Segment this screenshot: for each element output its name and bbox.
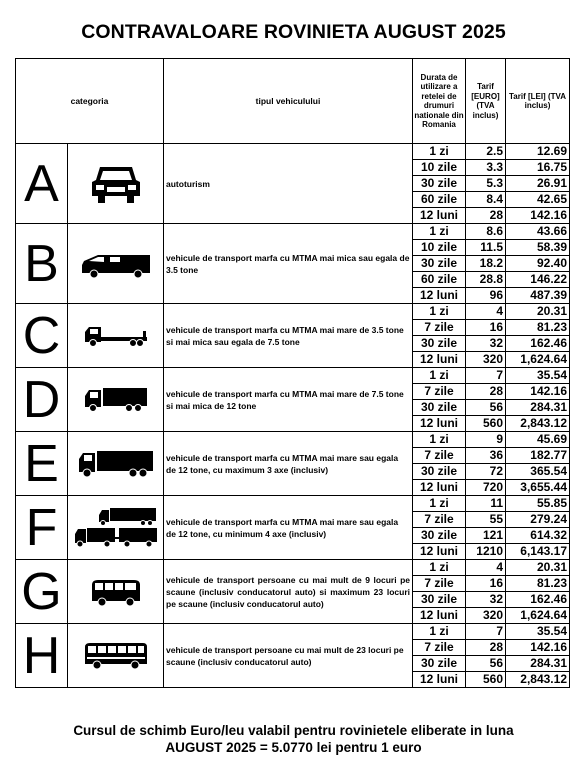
duration-cell: 30 zile — [413, 336, 466, 352]
duration-cell: 12 luni — [413, 288, 466, 304]
header-row — [16, 59, 570, 144]
vehicle-description: vehicule de transport persoane cu mai mult de 23 locuri pe scaune (inclusiv conducatorul auto) — [164, 624, 413, 688]
tarif-lei-cell: 142.16 — [506, 384, 570, 400]
table-row — [16, 144, 570, 160]
duration-cell: 12 luni — [413, 352, 466, 368]
tarif-euro-cell: 320 — [466, 608, 506, 624]
tarif-euro-cell: 7 — [466, 624, 506, 640]
category-letter: C — [16, 304, 68, 368]
tarif-euro-cell: 720 — [466, 480, 506, 496]
tarif-lei-cell: 92.40 — [506, 256, 570, 272]
van-icon — [68, 224, 164, 304]
tarif-lei-cell: 142.16 — [506, 208, 570, 224]
duration-cell: 10 zile — [413, 160, 466, 176]
duration-cell: 1 zi — [413, 224, 466, 240]
vehicle-description: vehicule de transport marfa cu MTMA mai mare sau egala de 12 tone, cu minimum 4 axe (inclusiv) — [164, 496, 413, 560]
duration-cell: 30 zile — [413, 176, 466, 192]
tarif-euro-cell: 9 — [466, 432, 506, 448]
category-letter: F — [16, 496, 68, 560]
duration-cell: 7 zile — [413, 576, 466, 592]
tarif-lei-cell: 2,843.12 — [506, 672, 570, 688]
duration-cell: 1 zi — [413, 368, 466, 384]
tarif-lei-cell: 279.24 — [506, 512, 570, 528]
header-categoria: categoria — [16, 59, 164, 144]
duration-cell: 30 zile — [413, 656, 466, 672]
tarif-euro-cell: 11 — [466, 496, 506, 512]
vehicle-description: vehicule de transport persoane cu mai mult de 9 locuri pe scaune (inclusiv conducatorul auto) si maximum 23 locuri pe scaune (inclusiv conducatorul auto) — [164, 560, 413, 624]
header-tipul-vehiculului: tipul vehiculului — [164, 59, 413, 144]
tarif-euro-cell: 32 — [466, 336, 506, 352]
truck-trailer-icon — [68, 496, 164, 560]
tarif-euro-cell: 560 — [466, 672, 506, 688]
duration-cell: 1 zi — [413, 144, 466, 160]
duration-cell: 7 zile — [413, 640, 466, 656]
tarif-euro-cell: 28.8 — [466, 272, 506, 288]
bus-icon — [68, 624, 164, 688]
table-row — [16, 368, 570, 384]
tarif-lei-cell: 42.65 — [506, 192, 570, 208]
tarif-euro-cell: 11.5 — [466, 240, 506, 256]
header-tarif-lei: Tarif [LEI] (TVA inclus) — [506, 59, 570, 144]
tarif-euro-cell: 3.3 — [466, 160, 506, 176]
category-letter: B — [16, 224, 68, 304]
table-row — [16, 560, 570, 576]
duration-cell: 30 zile — [413, 400, 466, 416]
tarif-lei-cell: 487.39 — [506, 288, 570, 304]
duration-cell: 12 luni — [413, 416, 466, 432]
duration-cell: 1 zi — [413, 560, 466, 576]
tarif-lei-cell: 2,843.12 — [506, 416, 570, 432]
category-letter: A — [16, 144, 68, 224]
vehicle-description: vehicule de transport marfa cu MTMA mai mare de 3.5 tone si mai mica sau egala de 7.5 tone — [164, 304, 413, 368]
vehicle-description: vehicule de transport marfa cu MTMA mai mare sau egala de 12 tone, cu maximum 3 axe (inclusiv) — [164, 432, 413, 496]
tarif-lei-cell: 12.69 — [506, 144, 570, 160]
tarif-lei-cell: 35.54 — [506, 368, 570, 384]
tarif-lei-cell: 1,624.64 — [506, 608, 570, 624]
rates-table — [15, 58, 570, 688]
tarif-euro-cell: 4 — [466, 560, 506, 576]
duration-cell: 1 zi — [413, 624, 466, 640]
duration-cell: 7 zile — [413, 384, 466, 400]
header-durata: Durata de utilizare a retelei de drumuri nationale din Romania — [413, 59, 466, 144]
tarif-lei-cell: 284.31 — [506, 656, 570, 672]
duration-cell: 12 luni — [413, 480, 466, 496]
duration-cell: 10 zile — [413, 240, 466, 256]
tarif-lei-cell: 3,655.44 — [506, 480, 570, 496]
truck-icon — [68, 368, 164, 432]
category-letter: E — [16, 432, 68, 496]
tarif-euro-cell: 560 — [466, 416, 506, 432]
table-row — [16, 496, 570, 512]
tarif-lei-cell: 614.32 — [506, 528, 570, 544]
tarif-lei-cell: 6,143.17 — [506, 544, 570, 560]
tarif-lei-cell: 26.91 — [506, 176, 570, 192]
vehicle-description: autoturism — [164, 144, 413, 224]
tarif-euro-cell: 8.4 — [466, 192, 506, 208]
tarif-euro-cell: 28 — [466, 384, 506, 400]
vehicle-description: vehicule de transport marfa cu MTMA mai mare de 7.5 tone si mai mica de 12 tone — [164, 368, 413, 432]
tarif-euro-cell: 121 — [466, 528, 506, 544]
tarif-euro-cell: 28 — [466, 640, 506, 656]
tarif-lei-cell: 162.46 — [506, 336, 570, 352]
exchange-rate-note — [0, 722, 587, 756]
heavy-truck-icon — [68, 432, 164, 496]
duration-cell: 12 luni — [413, 672, 466, 688]
tarif-euro-cell: 55 — [466, 512, 506, 528]
duration-cell: 30 zile — [413, 256, 466, 272]
tarif-euro-cell: 320 — [466, 352, 506, 368]
duration-cell: 60 zile — [413, 272, 466, 288]
tarif-euro-cell: 56 — [466, 400, 506, 416]
table-row — [16, 432, 570, 448]
tarif-lei-cell: 162.46 — [506, 592, 570, 608]
table-row — [16, 224, 570, 240]
tarif-euro-cell: 16 — [466, 320, 506, 336]
tarif-euro-cell: 4 — [466, 304, 506, 320]
tarif-euro-cell: 56 — [466, 656, 506, 672]
category-letter: D — [16, 368, 68, 432]
table-row — [16, 304, 570, 320]
duration-cell: 30 zile — [413, 592, 466, 608]
tarif-lei-cell: 81.23 — [506, 320, 570, 336]
tarif-lei-cell: 43.66 — [506, 224, 570, 240]
exchange-rate-line1: Cursul de schimb Euro/leu valabil pentru rovinietele eliberate in luna — [73, 723, 514, 738]
minibus-icon — [68, 560, 164, 624]
tarif-lei-cell: 142.16 — [506, 640, 570, 656]
duration-cell: 12 luni — [413, 544, 466, 560]
tarif-euro-cell: 1210 — [466, 544, 506, 560]
page-title: CONTRAVALOARE ROVINIETA AUGUST 2025 — [81, 21, 506, 43]
duration-cell: 7 zile — [413, 512, 466, 528]
tarif-lei-cell: 1,624.64 — [506, 352, 570, 368]
tarif-euro-cell: 28 — [466, 208, 506, 224]
tarif-euro-cell: 8.6 — [466, 224, 506, 240]
duration-cell: 60 zile — [413, 192, 466, 208]
duration-cell: 1 zi — [413, 496, 466, 512]
header-tarif-euro: Tarif [EURO] (TVA inclus) — [466, 59, 506, 144]
tarif-euro-cell: 2.5 — [466, 144, 506, 160]
tarif-lei-cell: 58.39 — [506, 240, 570, 256]
exchange-rate-line2: AUGUST 2025 = 5.0770 lei pentru 1 euro — [165, 740, 422, 755]
tarif-lei-cell: 45.69 — [506, 432, 570, 448]
duration-cell: 7 zile — [413, 448, 466, 464]
tarif-lei-cell: 20.31 — [506, 304, 570, 320]
car-icon — [68, 144, 164, 224]
category-letter: G — [16, 560, 68, 624]
duration-cell: 1 zi — [413, 432, 466, 448]
duration-cell: 7 zile — [413, 320, 466, 336]
tarif-euro-cell: 96 — [466, 288, 506, 304]
duration-cell: 12 luni — [413, 208, 466, 224]
tarif-euro-cell: 18.2 — [466, 256, 506, 272]
tarif-euro-cell: 72 — [466, 464, 506, 480]
tarif-lei-cell: 55.85 — [506, 496, 570, 512]
tarif-lei-cell: 16.75 — [506, 160, 570, 176]
duration-cell: 12 luni — [413, 608, 466, 624]
tarif-lei-cell: 365.54 — [506, 464, 570, 480]
tarif-euro-cell: 36 — [466, 448, 506, 464]
duration-cell: 30 zile — [413, 528, 466, 544]
category-letter: H — [16, 624, 68, 688]
tarif-lei-cell: 81.23 — [506, 576, 570, 592]
tarif-euro-cell: 7 — [466, 368, 506, 384]
tarif-lei-cell: 35.54 — [506, 624, 570, 640]
duration-cell: 30 zile — [413, 464, 466, 480]
tarif-lei-cell: 284.31 — [506, 400, 570, 416]
tarif-euro-cell: 5.3 — [466, 176, 506, 192]
tarif-lei-cell: 182.77 — [506, 448, 570, 464]
tarif-euro-cell: 32 — [466, 592, 506, 608]
tarif-lei-cell: 146.22 — [506, 272, 570, 288]
table-row — [16, 624, 570, 640]
tarif-lei-cell: 20.31 — [506, 560, 570, 576]
duration-cell: 1 zi — [413, 304, 466, 320]
tarif-euro-cell: 16 — [466, 576, 506, 592]
light-truck-icon — [68, 304, 164, 368]
vehicle-description: vehicule de transport marfa cu MTMA mai mica sau egala de 3.5 tone — [164, 224, 413, 304]
